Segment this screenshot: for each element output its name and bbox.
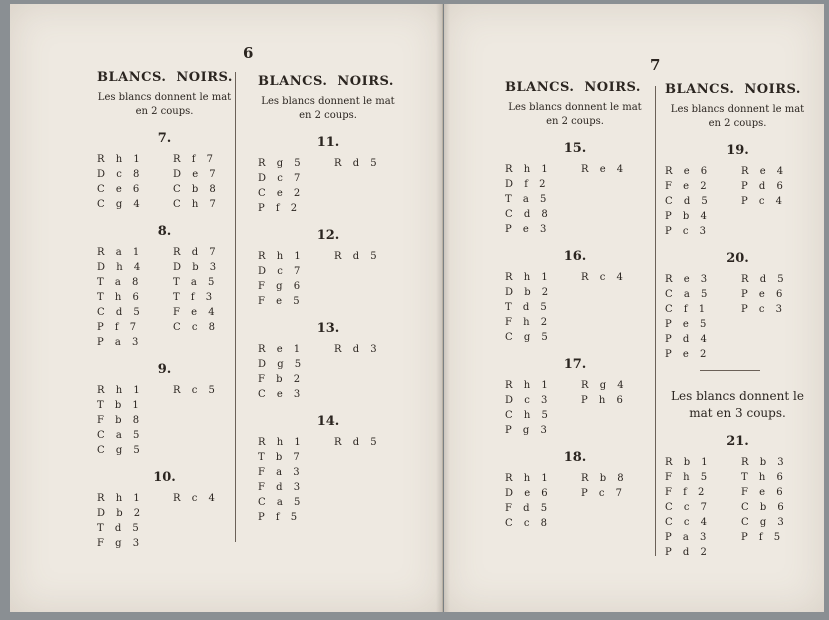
position-row <box>665 209 810 224</box>
piece-positions <box>505 378 645 438</box>
white-piece: R h 1 <box>505 164 552 175</box>
position-row <box>505 471 645 486</box>
header-noirs: NOIRS. <box>337 74 394 89</box>
black-piece: C h 7 <box>173 199 220 210</box>
position-row <box>665 194 810 209</box>
problem-list <box>665 143 810 362</box>
white-piece: R h 1 <box>258 437 305 448</box>
white-piece: R a 1 <box>97 247 144 258</box>
white-piece: P c 3 <box>665 226 711 237</box>
position-row <box>505 207 645 222</box>
position-row <box>258 249 398 264</box>
position-row <box>258 171 398 186</box>
note-line: mat en 3 coups. <box>689 406 786 420</box>
chess-problem <box>258 414 398 525</box>
position-row <box>258 201 398 216</box>
white-piece: P a 3 <box>97 337 143 348</box>
white-piece: P f 7 <box>97 322 141 333</box>
subtitle <box>665 103 810 131</box>
problem-list <box>665 434 810 560</box>
problem-number: 12. <box>316 228 340 243</box>
white-piece: C g 4 <box>97 199 144 210</box>
position-row <box>97 491 232 506</box>
white-piece: T a 5 <box>505 194 551 205</box>
black-piece: P c 7 <box>581 488 627 499</box>
position-row <box>665 332 810 347</box>
problem-number: 14. <box>316 414 340 429</box>
white-piece: R h 1 <box>505 473 552 484</box>
black-piece: R b 8 <box>581 473 628 484</box>
white-piece: F a 3 <box>258 467 304 478</box>
piece-positions <box>258 342 398 402</box>
white-piece: R e 6 <box>665 166 712 177</box>
piece-positions <box>258 435 398 525</box>
black-piece: F e 6 <box>741 487 787 498</box>
header-blancs: BLANCS. <box>665 82 735 97</box>
column-header <box>97 70 232 85</box>
white-piece: P d 4 <box>665 334 711 345</box>
black-piece: C c 8 <box>173 322 219 333</box>
position-row <box>505 222 645 237</box>
subtitle-line: Les blancs donnent le mat <box>261 96 395 107</box>
problem-list <box>97 131 232 551</box>
problem-number: 15. <box>563 141 587 156</box>
chess-problem <box>665 434 810 560</box>
position-row <box>97 536 232 551</box>
black-piece: R d 5 <box>334 437 381 448</box>
white-piece: P d 2 <box>665 547 711 558</box>
position-row <box>97 260 232 275</box>
white-piece: P a 3 <box>665 532 711 543</box>
black-piece: T f 3 <box>173 292 217 303</box>
white-piece: R h 1 <box>97 493 144 504</box>
subtitle <box>97 91 232 119</box>
white-piece: P b 4 <box>665 211 711 222</box>
piece-positions <box>505 270 645 345</box>
position-row <box>258 186 398 201</box>
black-piece: R d 7 <box>173 247 220 258</box>
white-piece: D c 7 <box>258 173 305 184</box>
position-row <box>665 317 810 332</box>
page-number-left: 6 <box>243 44 254 62</box>
header-noirs: NOIRS. <box>584 80 641 95</box>
position-row <box>505 408 645 423</box>
white-piece: C d 5 <box>97 307 144 318</box>
header-noirs: NOIRS. <box>176 70 233 85</box>
black-piece: R b 3 <box>741 457 788 468</box>
white-piece: R h 1 <box>258 251 305 262</box>
chess-problem <box>97 470 232 551</box>
position-row <box>505 192 645 207</box>
position-row <box>97 443 232 458</box>
piece-positions <box>665 164 810 239</box>
white-piece: F e 2 <box>665 181 711 192</box>
position-row <box>505 300 645 315</box>
problem-number: 11. <box>316 135 340 150</box>
white-piece: D b 2 <box>97 508 145 519</box>
position-row <box>97 383 232 398</box>
white-piece: F b 2 <box>258 374 305 385</box>
white-piece: C h 5 <box>505 410 552 421</box>
position-row <box>665 302 810 317</box>
black-piece: P c 4 <box>741 196 787 207</box>
white-piece: D c 3 <box>505 395 552 406</box>
position-row <box>258 480 398 495</box>
piece-positions <box>97 383 232 458</box>
white-piece: C a 5 <box>97 430 144 441</box>
column-header <box>665 82 810 97</box>
black-piece: F e 4 <box>173 307 219 318</box>
black-piece: P c 3 <box>741 304 787 315</box>
white-piece: C a 5 <box>258 497 305 508</box>
white-piece: P e 3 <box>505 224 551 235</box>
white-piece: R h 1 <box>97 385 144 396</box>
column-header <box>505 80 645 95</box>
position-row <box>665 470 810 485</box>
position-row <box>97 521 232 536</box>
position-row <box>258 294 398 309</box>
header-noirs: NOIRS. <box>744 82 801 97</box>
position-row <box>97 398 232 413</box>
black-piece: R d 5 <box>334 251 381 262</box>
black-piece: R c 5 <box>173 385 219 396</box>
black-piece: T h 6 <box>741 472 787 483</box>
position-row <box>97 320 232 335</box>
white-piece: F h 2 <box>505 317 552 328</box>
chess-problem <box>665 143 810 239</box>
white-piece: F d 5 <box>505 503 552 514</box>
mate-in-three-note <box>665 388 810 422</box>
position-row <box>665 515 810 530</box>
white-piece: F g 3 <box>97 538 144 549</box>
white-piece: C c 8 <box>505 518 551 529</box>
white-piece: T b 7 <box>258 452 304 463</box>
white-piece: P e 5 <box>665 319 711 330</box>
white-piece: R h 1 <box>97 154 144 165</box>
black-piece: C b 6 <box>741 502 788 513</box>
position-row <box>97 413 232 428</box>
position-row <box>97 197 232 212</box>
position-row <box>258 156 398 171</box>
chess-problem <box>505 357 645 438</box>
problem-number: 8. <box>157 224 172 239</box>
black-piece: R d 5 <box>741 274 788 285</box>
white-piece: T d 5 <box>505 302 551 313</box>
black-piece: R c 4 <box>173 493 219 504</box>
position-row <box>505 162 645 177</box>
position-row <box>97 182 232 197</box>
white-piece: T d 5 <box>97 523 143 534</box>
white-piece: R b 1 <box>665 457 712 468</box>
position-row <box>505 378 645 393</box>
black-piece: R e 4 <box>581 164 628 175</box>
black-piece: P f 5 <box>741 532 785 543</box>
white-piece: C e 3 <box>258 389 305 400</box>
white-piece: C c 4 <box>665 517 711 528</box>
chess-problem <box>505 450 645 531</box>
black-piece: T a 5 <box>173 277 219 288</box>
white-piece: D c 8 <box>97 169 144 180</box>
position-row <box>258 264 398 279</box>
problem-number: 10. <box>153 470 176 485</box>
white-piece: R e 1 <box>258 344 305 355</box>
white-piece: D g 5 <box>258 359 306 370</box>
problem-number: 18. <box>563 450 587 465</box>
black-piece: D b 3 <box>173 262 221 273</box>
chess-problem <box>665 251 810 362</box>
piece-positions <box>258 249 398 309</box>
white-piece: T h 6 <box>97 292 143 303</box>
problem-list <box>258 135 398 525</box>
black-piece: R f 7 <box>173 154 217 165</box>
subtitle-line: en 2 coups. <box>708 118 767 129</box>
position-row <box>505 501 645 516</box>
position-row <box>665 179 810 194</box>
chess-problem <box>505 249 645 345</box>
chess-problem <box>97 362 232 458</box>
position-row <box>665 224 810 239</box>
page-number-right: 7 <box>650 56 661 74</box>
subtitle-line: Les blancs donnent le mat <box>508 102 642 113</box>
subtitle-line: Les blancs donnent le mat <box>670 104 805 115</box>
chess-problem <box>505 141 645 237</box>
position-row <box>97 290 232 305</box>
right-page-col1 <box>505 80 645 531</box>
header-blancs: BLANCS. <box>258 74 328 89</box>
position-row <box>505 285 645 300</box>
white-piece: D e 6 <box>505 488 552 499</box>
piece-positions <box>97 491 232 551</box>
piece-positions <box>258 156 398 216</box>
subtitle-line: Les blancs donnent le mat <box>97 92 232 103</box>
position-row <box>97 335 232 350</box>
subtitle <box>505 101 645 129</box>
position-row <box>505 330 645 345</box>
position-row <box>665 164 810 179</box>
black-piece: R d 5 <box>334 158 381 169</box>
white-piece: P g 3 <box>505 425 551 436</box>
white-piece: R h 1 <box>505 272 552 283</box>
position-row <box>505 270 645 285</box>
position-row <box>258 357 398 372</box>
left-page-col1 <box>97 70 232 551</box>
position-row <box>665 485 810 500</box>
position-row <box>97 275 232 290</box>
position-row <box>505 393 645 408</box>
white-piece: F h 5 <box>665 472 712 483</box>
problem-number: 19. <box>726 143 749 158</box>
problem-number: 9. <box>157 362 172 377</box>
left-page-col2 <box>258 74 398 525</box>
position-row <box>505 516 645 531</box>
position-row <box>97 245 232 260</box>
subtitle-line: en 2 coups. <box>299 110 357 121</box>
position-row <box>258 510 398 525</box>
chess-problem <box>258 135 398 216</box>
white-piece: D f 2 <box>505 179 550 190</box>
position-row <box>97 152 232 167</box>
position-row <box>258 387 398 402</box>
problem-number: 21. <box>726 434 749 449</box>
white-piece: D b 2 <box>505 287 553 298</box>
black-piece: C g 3 <box>741 517 788 528</box>
position-row <box>258 342 398 357</box>
position-row <box>665 272 810 287</box>
white-piece: R g 5 <box>258 158 305 169</box>
column-divider-right <box>655 86 656 556</box>
book-gutter <box>436 4 450 612</box>
white-piece: F g 6 <box>258 281 305 292</box>
position-row <box>97 506 232 521</box>
piece-positions <box>505 471 645 531</box>
header-blancs: BLANCS. <box>97 70 167 85</box>
position-row <box>97 428 232 443</box>
white-piece: C d 5 <box>665 196 712 207</box>
position-row <box>258 495 398 510</box>
black-piece: P e 6 <box>741 289 787 300</box>
white-piece: F e 5 <box>258 296 304 307</box>
position-row <box>97 167 232 182</box>
position-row <box>505 177 645 192</box>
black-piece: R e 4 <box>741 166 788 177</box>
problem-number: 17. <box>563 357 587 372</box>
position-row <box>258 279 398 294</box>
white-piece: D h 4 <box>97 262 145 273</box>
header-blancs: BLANCS. <box>505 80 575 95</box>
position-row <box>258 450 398 465</box>
position-row <box>665 347 810 362</box>
white-piece: C g 5 <box>505 332 552 343</box>
white-piece: F d 3 <box>258 482 305 493</box>
white-piece: C e 2 <box>258 188 305 199</box>
chess-problem <box>97 131 232 212</box>
position-row <box>665 530 810 545</box>
right-page-col2 <box>665 82 810 560</box>
position-row <box>665 455 810 470</box>
piece-positions <box>97 152 232 212</box>
black-piece: C b 8 <box>173 184 220 195</box>
piece-positions <box>665 272 810 362</box>
problem-number: 13. <box>316 321 340 336</box>
problem-number: 7. <box>157 131 172 146</box>
white-piece: C g 5 <box>97 445 144 456</box>
chess-problem <box>97 224 232 350</box>
position-row <box>505 315 645 330</box>
black-piece: R d 3 <box>334 344 381 355</box>
piece-positions <box>665 455 810 560</box>
problem-number: 16. <box>563 249 587 264</box>
black-piece: R c 4 <box>581 272 627 283</box>
white-piece: P f 5 <box>258 512 302 523</box>
black-piece: P d 6 <box>741 181 787 192</box>
white-piece: F b 8 <box>97 415 144 426</box>
position-row <box>665 500 810 515</box>
subtitle-line: en 2 coups. <box>135 106 194 117</box>
white-piece: R e 3 <box>665 274 712 285</box>
white-piece: T b 1 <box>97 400 143 411</box>
white-piece: P f 2 <box>258 203 302 214</box>
white-piece: T a 8 <box>97 277 143 288</box>
column-divider-left <box>235 72 236 542</box>
black-piece: D e 7 <box>173 169 220 180</box>
position-row <box>665 287 810 302</box>
white-piece: P e 2 <box>665 349 711 360</box>
position-row <box>258 465 398 480</box>
position-row <box>505 486 645 501</box>
position-row <box>505 423 645 438</box>
white-piece: R h 1 <box>505 380 552 391</box>
position-row <box>665 545 810 560</box>
column-header <box>258 74 398 89</box>
position-row <box>258 372 398 387</box>
white-piece: C e 6 <box>97 184 144 195</box>
piece-positions <box>97 245 232 350</box>
note-line: Les blancs donnent le <box>671 389 804 403</box>
white-piece: C a 5 <box>665 289 712 300</box>
problem-list <box>505 141 645 531</box>
chess-problem <box>258 321 398 402</box>
black-piece: R g 4 <box>581 380 628 391</box>
piece-positions <box>505 162 645 237</box>
white-piece: C f 1 <box>665 304 710 315</box>
subtitle-line: en 2 coups. <box>546 116 604 127</box>
chess-problem <box>258 228 398 309</box>
white-piece: F f 2 <box>665 487 709 498</box>
position-row <box>258 435 398 450</box>
black-piece: P h 6 <box>581 395 627 406</box>
problem-number: 20. <box>726 251 749 266</box>
position-row <box>97 305 232 320</box>
white-piece: D c 7 <box>258 266 305 277</box>
subtitle <box>258 95 398 123</box>
white-piece: C c 7 <box>665 502 711 513</box>
white-piece: C d 8 <box>505 209 552 220</box>
